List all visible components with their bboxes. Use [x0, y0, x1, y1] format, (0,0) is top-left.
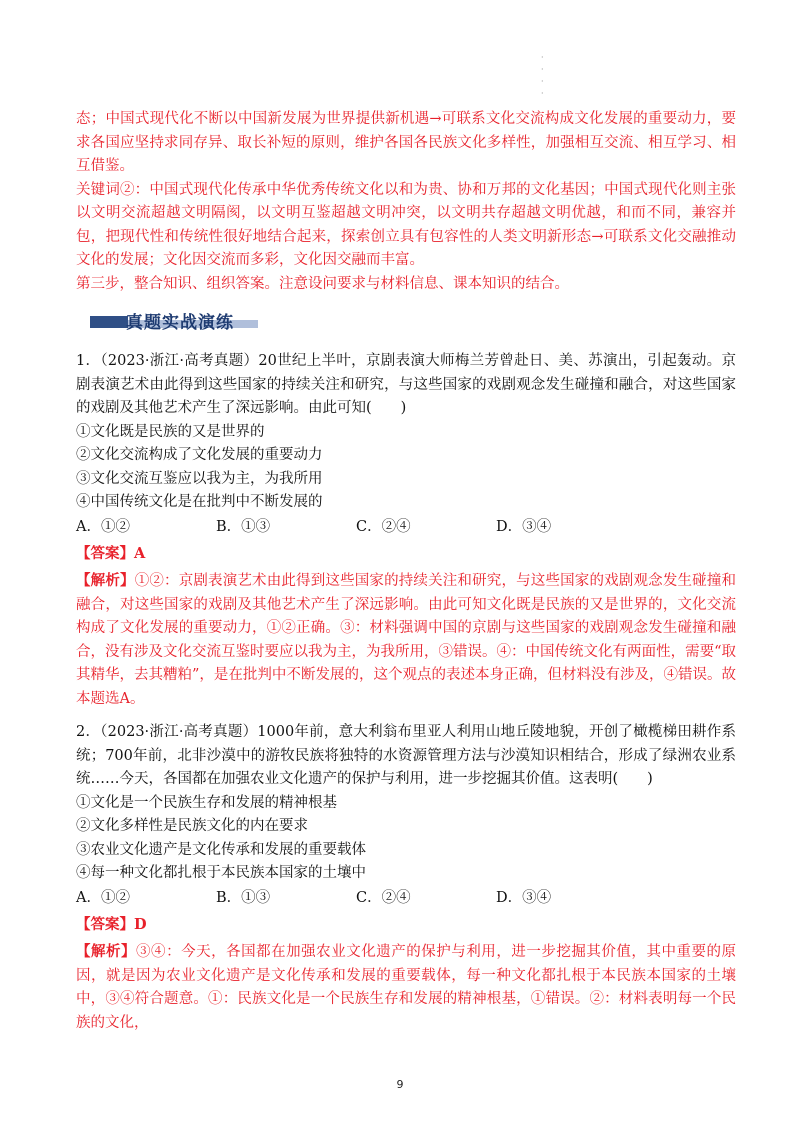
question-1-item: ②文化交流构成了文化发展的重要动力	[76, 447, 323, 463]
option-b: B．①③	[216, 518, 271, 535]
analysis-label: 【解析】	[76, 943, 137, 960]
section-heading-text: 真题实战演练	[126, 313, 234, 333]
page-number: 9	[396, 1078, 404, 1091]
analysis-label: 【解析】	[76, 572, 135, 589]
question-1-item: ①文化既是民族的又是世界的	[76, 423, 265, 440]
question-2-item: ②文化多样性是民族文化的内在要求	[76, 818, 308, 834]
option-c: C．②④	[356, 518, 411, 535]
question-2-item: ④每一种文化都扎根于本民族本国家的土壤中	[76, 865, 366, 881]
analysis-text: ①②：京剧表演艺术由此得到这些国家的持续关注和研究，与这些国家的戏剧观念发生碰撞和融合，对这些国家的戏剧及其他艺术产生了深远影响。由此可知文化既是民族的又是世界的，文化交流构成了文化发展的重要动力，①②正确。③：材料强调中国的京剧与这些国家的戏剧观念发生碰撞和融合，没有涉及文化交流互鉴时要应以我为主，为我所用，③错误。④：中国传统文化有两面性，需要“取其精华，去其糟粕”，是在批判中不断发展的，这个观点的表述本身正确，但材料没有涉及，④错误。故本题选A。	[76, 573, 737, 707]
question-1-options	[76, 515, 696, 539]
answer-label: 【答案】	[76, 544, 134, 562]
section-heading-bar-icon	[90, 316, 128, 328]
text-step-3: 第三步，整合知识、组织答案。注意设问要求与材料信息、课本知识的结合。	[76, 275, 569, 292]
option-a: A．①②	[76, 518, 130, 535]
header-dots-decoration: · · · ·	[541, 53, 544, 98]
text-key-point-1-continued: 态；中国式现代化不断以中国新发展为世界提供新机遇→可联系文化交流构成文化发展的重要动力，要求各国应坚持求同存异、取长补短的原则，维护各国各民族文化多样性，加强相互交流、相互学习、相互借鉴。	[76, 111, 736, 174]
answer-label: 【答案】	[76, 915, 134, 933]
option-c: C．②④	[356, 889, 411, 906]
question-2	[76, 721, 736, 1035]
section-heading	[76, 302, 736, 342]
question-1-stem: 1．（2023·浙江·高考真题）20世纪上半叶，京剧表演大师梅兰芳曾赴日、美、苏演出，引起轰动。京剧表演艺术由此得到这些国家的持续关注和研究，与这些国家的戏剧观念发生碰撞和融合，对这些国家的戏剧及其他艺术产生了深远影响。由此可知( )	[76, 353, 736, 416]
question-1-item: ④中国传统文化是在批判中不断发展的	[76, 494, 323, 510]
question-1-item: ③文化交流互鉴应以我为主，为我所用	[76, 470, 323, 487]
question-2-options	[76, 886, 696, 910]
question-2-stem: 2．（2023·浙江·高考真题）1000年前，意大利翁布里亚人利用山地丘陵地貌，开创了橄榄梯田耕作系统；700年前，北非沙漠中的游牧民族将独特的水资源管理方法与沙漠知识相结合，形成了绿洲农业系统……今天，各国都在加强农业文化遗产的保护与利用，进一步挖掘其价值。这表明( )	[76, 724, 736, 787]
option-a: A．①②	[76, 889, 130, 906]
question-2-analysis	[76, 940, 736, 1035]
answer-value: A	[134, 544, 146, 562]
question-1-answer	[76, 542, 736, 567]
option-d: D．③④	[496, 518, 552, 535]
option-b: B．①③	[216, 889, 271, 906]
question-2-item: ①文化是一个民族生存和发展的精神根基	[76, 794, 337, 811]
analysis-text: ③④：今天，各国都在加强农业文化遗产的保护与利用，进一步挖掘其价值，其中重要的原因，就是因为农业文化遗产是文化传承和发展的重要载体，每一种文化都扎根于本民族本国家的土壤中，③④符合题意。①：民族文化是一个民族生存和发展的精神根基，①错误。②：材料表明每一个民族的文化，	[76, 944, 736, 1031]
question-2-item: ③农业文化遗产是文化传承和发展的重要载体	[76, 841, 366, 858]
option-d: D．③④	[496, 889, 552, 906]
text-key-point-2: 关键词②：中国式现代化传承中华优秀传统文化以和为贵、协和万邦的文化基因；中国式现代化则主张以文明交流超越文明隔阂，以文明互鉴超越文明冲突，以文明共存超越文明优越，和而不同，兼容并包，把现代性和传统性很好地结合起来，探索创立具有包容性的人类文明新形态→可联系文化交融推动文化的发展；文化因交流而多彩，文化因交融而丰富。	[76, 181, 736, 268]
question-1-analysis	[76, 569, 736, 711]
question-2-answer	[76, 913, 736, 938]
answer-value: D	[134, 915, 147, 933]
page-content	[76, 108, 736, 1035]
question-1	[76, 350, 736, 711]
